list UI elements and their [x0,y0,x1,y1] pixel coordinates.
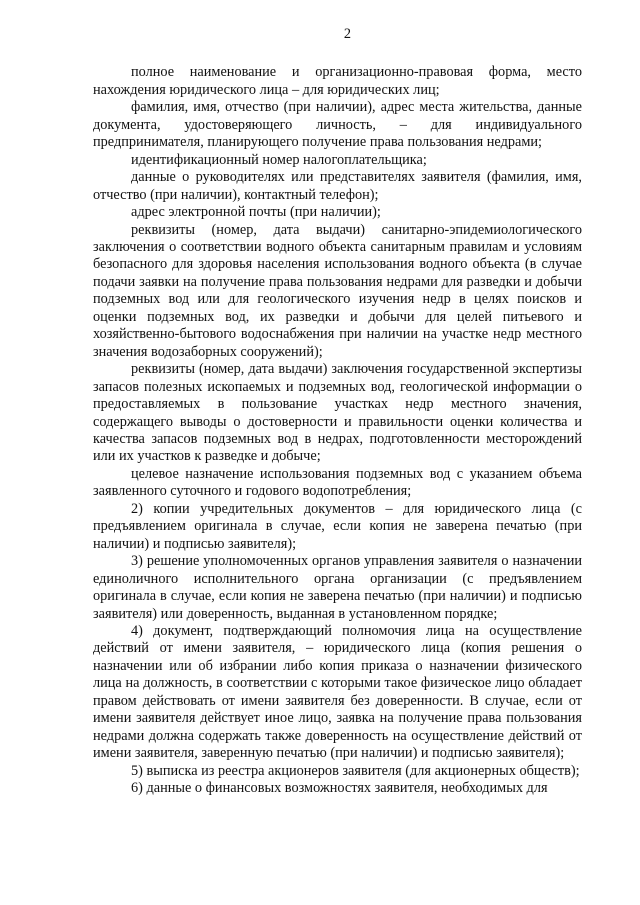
paragraph-state-expertise: реквизиты (номер, дата выдачи) заключения государственной экспертизы запасов полезных ископаемых и подземных вод, геологической информации о предоставляемых в пользование участках недр местного значения, содержащего выводы о достоверности и правильности оценки количества и качества запасов подземных вод в недрах, подготовленности месторождений или их участков к разведке и добыче; [93,361,582,465]
paragraph-entrepreneur-details: фамилия, имя, отчество (при наличии), адрес места жительства, данные документа, удостоверяющего личность, – для индивидуального предпринимателя, планирующего получение права пользования недрами; [93,99,582,151]
paragraph-legal-entity-name: полное наименование и организационно-правовая форма, место нахождения юридического лица – для юридических лиц; [93,64,582,98]
paragraph-target-purpose: целевое назначение использования подземных вод с указанием объема заявленного суточного и годового водопотребления; [93,465,582,500]
paragraph-email: адрес электронной почты (при наличии); [131,204,381,221]
paragraph-sanitary-conclusion: реквизиты (номер, дата выдачи) санитарно-эпидемиологического заключения о соответствии водного объекта санитарным правилам и условиям безопасного для здоровья населения использования водного объекта (в случае подачи заявки на получение права пользования недрами для разведки и добычи подземных вод или для геологического изучения недр в целях поисков и оценки подземных вод, их разведки и добычи для целей питьевого и хозяйственно-бытового водоснабжения при наличии на участке недр местного значения водозаборных сооружений); [93,221,582,360]
paragraph-taxpayer-id: идентификационный номер налогоплательщика; [131,151,427,168]
paragraph-item-2: 2) копии учредительных документов – для юридического лица (с предъявлением оригинала в случае, если копия не заверена печатью (при наличии) и подписью заявителя); [93,500,582,552]
paragraph-item-6: 6) данные о финансовых возможностях заявителя, необходимых для [131,780,548,797]
paragraph-managers-data: данные о руководителях или представителях заявителя (фамилия, имя, отчество (при наличии), контактный телефон); [93,169,582,203]
paragraph-item-3: 3) решение уполномоченных органов управления заявителя о назначении единоличного исполнительного органа организации (с предъявлением оригинала в случае, если копия не заверена печатью (при наличии) и подписью заявителя) или доверенность, выданная в установленном порядке; [93,553,582,622]
paragraph-item-4: 4) документ, подтверждающий полномочия лица на осуществление действий от имени заявителя, – юридического лица (копия решения о назначении или об избрании либо копия приказа о назначении физического лица на должность, в соответствии с которыми такое физическое лицо обладает правом действовать от имени заявителя без доверенности. В случае, если от имени заявителя действует иное лицо, заявка на получение права пользования недрами должна содержать также доверенность на осуществление действий от имени заявителя, заверенную печатью (при наличии) и подписью заявителя); [93,622,582,762]
page-number: 2 [343,26,352,42]
paragraph-item-5: 5) выписка из реестра акционеров заявителя (для акционерных обществ); [131,762,580,779]
